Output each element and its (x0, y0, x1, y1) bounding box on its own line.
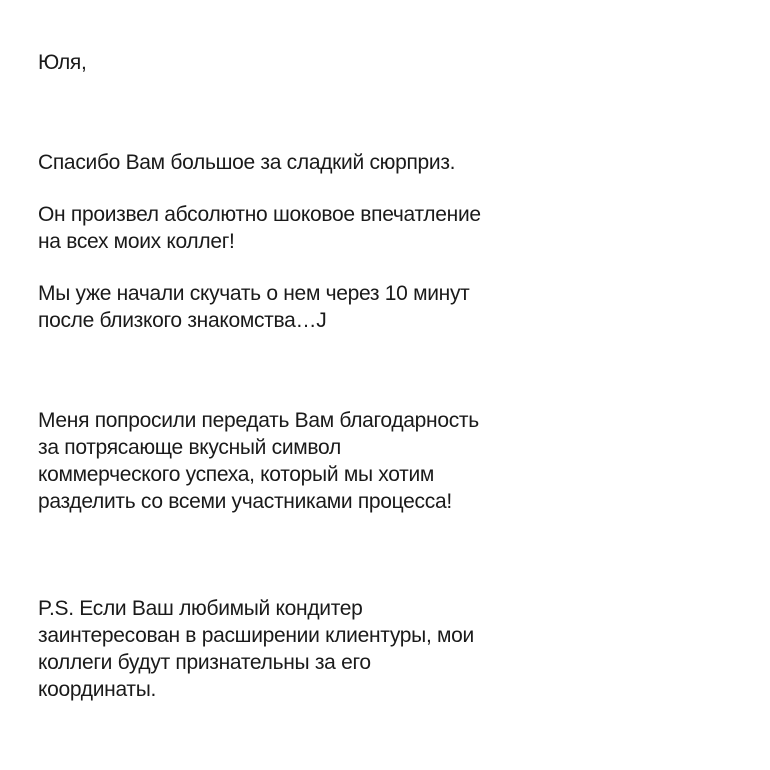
paragraph-line: P.S. Если Ваш любимый кондитер (38, 597, 363, 620)
paragraph-line: Мы уже начали скучать о нем через 10 минут (38, 282, 470, 305)
greeting (38, 49, 738, 76)
paragraph-gratitude (38, 407, 738, 515)
paragraph-postscript (38, 595, 738, 703)
paragraph-line: Меня попросили передать Вам благодарность (38, 409, 479, 432)
paragraph-line: коммерческого успеха, который мы хотим (38, 463, 435, 486)
paragraph-line: координаты. (38, 678, 157, 701)
paragraph-thanks (38, 149, 738, 176)
paragraph-line: заинтересован в расширении клиентуры, мои (38, 624, 474, 647)
paragraph-line: на всех моих коллег! (38, 230, 235, 253)
greeting-line: Юля, (38, 51, 87, 74)
paragraph-line: коллеги будут признательны за его (38, 651, 371, 674)
paragraph-line: Он произвел абсолютно шоковое впечатление (38, 203, 481, 226)
paragraph-impression (38, 201, 738, 255)
paragraph-line: после близкого знакомства…J (38, 309, 327, 332)
paragraph-line: Спасибо Вам большое за сладкий сюрприз. (38, 151, 456, 174)
paragraph-line: за потрясающе вкусный символ (38, 436, 341, 459)
paragraph-missing (38, 280, 738, 334)
paragraph-line: разделить со всеми участниками процесса! (38, 490, 452, 513)
